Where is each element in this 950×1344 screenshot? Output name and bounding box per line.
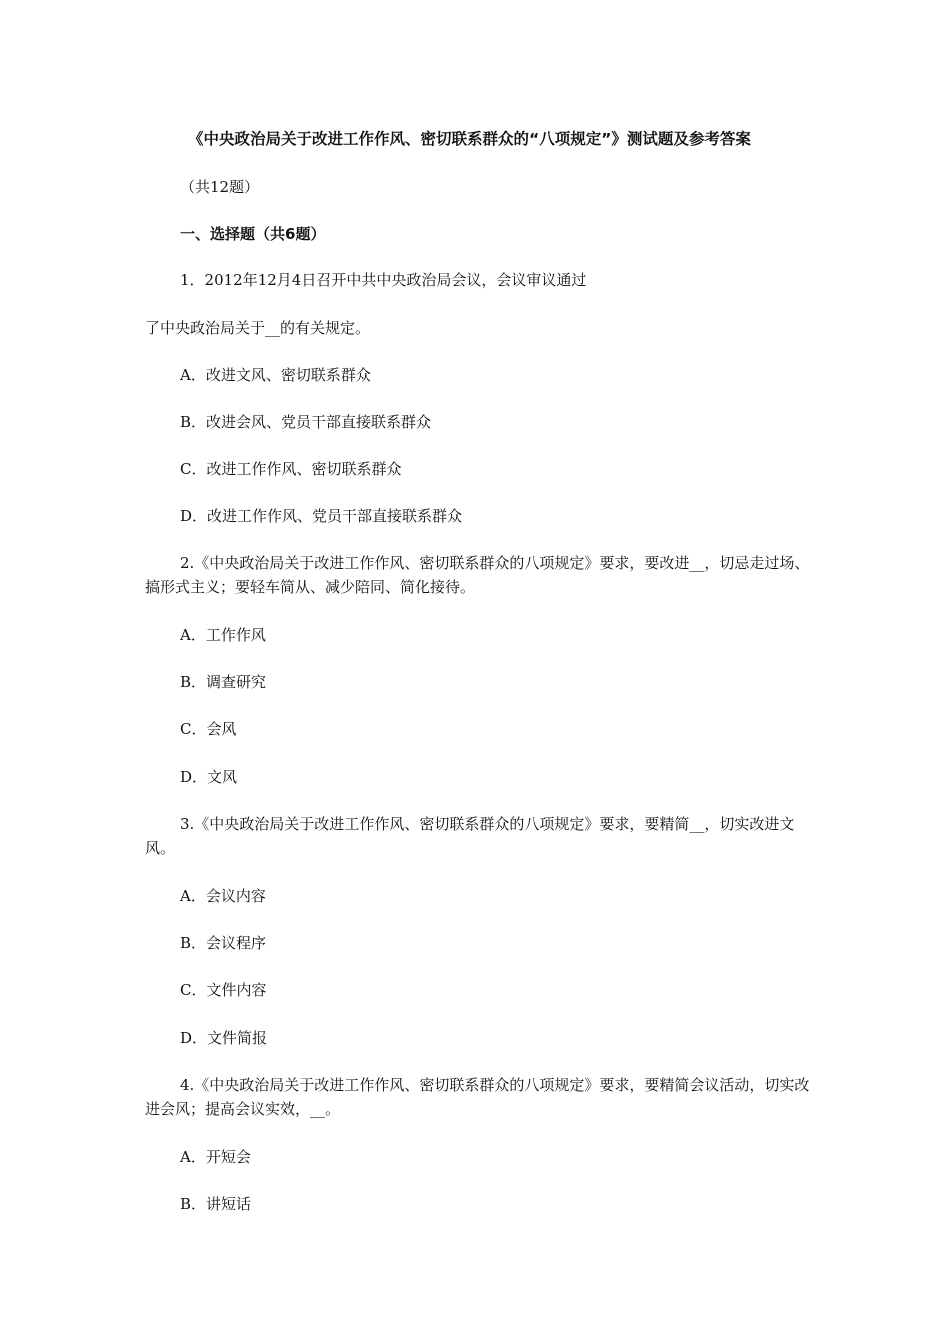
question-3-option-c: C．文件内容: [180, 981, 267, 999]
question-3-option-a: A．会议内容: [180, 887, 266, 905]
question-3-stem: 3.《中央政治局关于改进工作作风、密切联系群众的八项规定》要求，要精简__，切实改进文风。: [145, 815, 795, 857]
question-1-option-b: B．改进会风、党员干部直接联系群众: [180, 413, 432, 431]
section-heading: 一、选择题（共6题）: [180, 225, 326, 243]
question-count-note: （共12题）: [180, 178, 260, 196]
question-4-stem: 4.《中央政治局关于改进工作作风、密切联系群众的八项规定》要求，要精简会议活动，切实改进会风；提高会议实效，__。: [145, 1076, 810, 1118]
question-3-option-b: B．会议程序: [180, 934, 267, 952]
question-3-option-d: D．文件简报: [180, 1029, 268, 1047]
question-1-stem-line-1: 1．2012年12月4日召开中共中央政治局会议，会议审议通过: [180, 271, 587, 289]
question-2-option-d: D．文风: [180, 768, 238, 786]
question-1-stem-line-2: 了中央政治局关于__的有关规定。: [145, 319, 371, 337]
question-4-option-b: B．讲短话: [180, 1195, 252, 1213]
question-2-option-b: B．调查研究: [180, 673, 267, 691]
question-1-option-c: C．改进工作作风、密切联系群众: [180, 460, 402, 478]
question-2-stem: 2.《中央政治局关于改进工作作风、密切联系群众的八项规定》要求，要改进__，切忌走过场、搞形式主义；要轻车简从、减少陪同、简化接待。: [145, 554, 810, 596]
question-4-option-a: A．开短会: [180, 1148, 251, 1166]
question-1-option-a: A．改进文风、密切联系群众: [180, 366, 371, 384]
question-2-option-c: C．会风: [180, 720, 237, 738]
question-2-option-a: A．工作作风: [180, 626, 266, 644]
document-title: 《中央政治局关于改进工作作风、密切联系群众的“八项规定”》测试题及参考答案: [188, 130, 751, 148]
question-1-option-d: D．改进工作作风、党员干部直接联系群众: [180, 507, 463, 525]
